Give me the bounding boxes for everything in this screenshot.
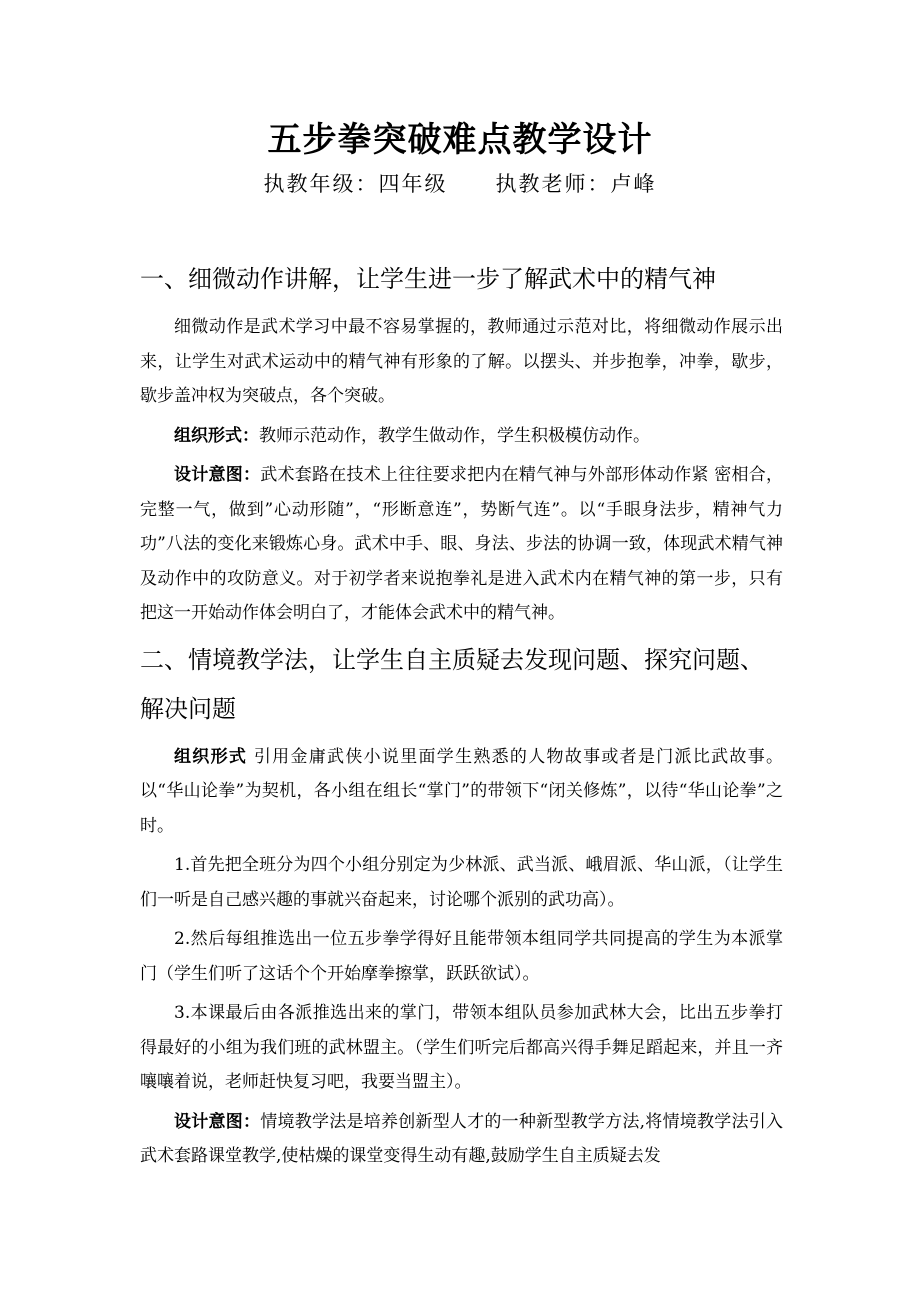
organization-text: 引用金庸武侠小说里面学生熟悉的人物故事或者是门派比武故事。以“华山论拳”为契机，各小组在组长“掌门”的带领下“闭关修炼”，以待“华山论拳”之时。 [140,746,784,836]
section-2-item-1: 1.首先把全班分为四个小组分别定为少林派、武当派、峨眉派、华山派，（让学生们一听是自己感兴趣的事就兴奋起来，讨论哪个派别的武功高）。 [140,855,783,910]
organization-text: 教师示范动作，教学生做动作，学生积极模仿动作。 [259,425,650,446]
design-intent-label: 设计意图： [174,465,261,485]
section-1-organization [140,419,783,454]
design-intent-label: 设计意图： [174,1111,261,1132]
document-body [140,255,783,1179]
design-intent-text: 武术套路在技术上往往要求把内在精气神与外部形体动作紧 密相合，完整一气，做到”心动形随”，“形断意连”，势断气连”。以“手眼身法步，精神气力功”八法的变化来锻炼心身。武术中手、眼、身法、步法的协调一致，体现武术精气神及动作中的攻防意义。对于初学者来说抱拳礼是进入武术内在精气神的第一步，只有把这一开始动作体会明白了，才能体会武术中的精气神。 [140,465,784,623]
grade-label: 执教年级：四年级 [263,172,448,196]
design-intent-text: 情境教学法是培养创新型人才的一种新型教学方法,将情境教学法引入武术套路课堂教学,使枯燥的课堂变得生动有趣,鼓励学生自主质疑去发 [140,1111,784,1166]
document-title: 五步拳突破难点教学设计 [267,120,653,160]
section-2-item-2: 2.然后每组推选出一位五步拳学得好且能带领本组同学共同提高的学生为本派掌门（学生们听了这话个个开始摩拳擦掌，跃跃欲试）。 [140,929,783,984]
teacher-label: 执教老师：卢峰 [495,172,657,196]
section-2-organization [140,740,783,844]
document-subtitle [0,168,920,198]
section-2-item-3: 3.本课最后由各派推选出来的掌门，带领本组队员参加武林大会，比出五步拳打得最好的小组为我们班的武林盟主。（学生们听完后都高兴得手舞足蹈起来，并且一齐嚷嚷着说，老师赶快复习吧，我要当盟主）。 [140,1003,783,1092]
section-2-heading: 二、情境教学法，让学生自主质疑去发现问题、探究问题、解决问题 [140,645,764,723]
organization-label: 组织形式 [174,746,248,767]
section-1-heading: 一、细微动作讲解，让学生进一步了解武术中的精气神 [140,265,716,293]
section-1-design-intent [140,458,783,631]
section-1-intro: 细微动作是武术学习中最不容易掌握的，教师通过示范对比，将细微动作展示出来，让学生对武术运动中的精气神有形象的了解。以摆头、并步抱拳，冲拳，歇步，歇步盖冲权为突破点，各个突破。 [140,317,783,406]
section-2-design-intent [140,1105,783,1174]
organization-label: 组织形式： [174,425,259,446]
